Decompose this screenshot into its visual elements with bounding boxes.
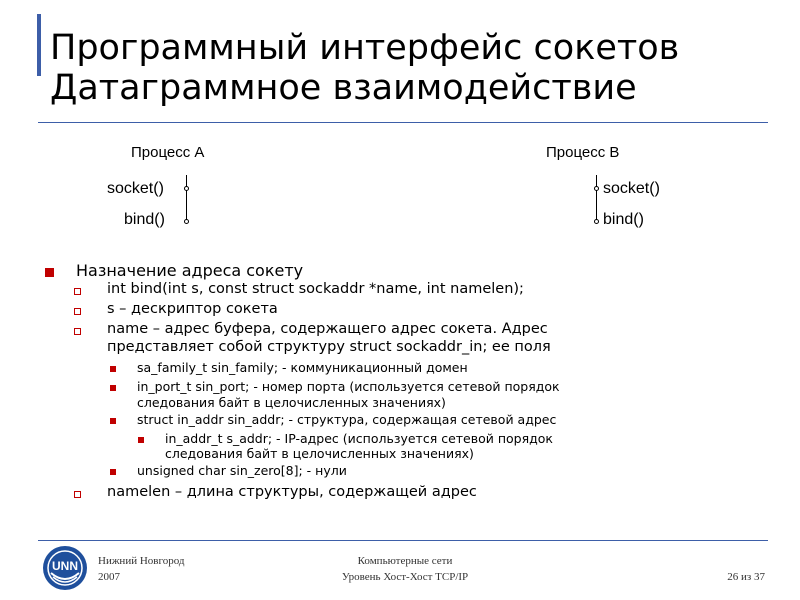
list-item: следования байт в целочисленных значениях) — [165, 446, 474, 461]
title-line-1: Программный интерфейс сокетов — [50, 28, 680, 68]
list-item: struct in_addr sin_addr; - структура, содержащая сетевой адрес — [137, 412, 557, 427]
footer-year: 2007 — [98, 571, 120, 583]
process-a-label: Процесс A — [131, 144, 205, 161]
list-item: namelen – длина структуры, содержащей адрес — [107, 484, 477, 500]
bullet-heading: Назначение адреса сокету — [76, 261, 304, 280]
hollow-square-bullet-icon — [74, 288, 81, 295]
process-a-timeline — [186, 175, 187, 223]
process-a-socket-call: socket() — [107, 180, 164, 197]
process-b-bind-dot — [594, 219, 599, 224]
footer-course: Компьютерные сети — [357, 555, 453, 567]
unn-university-logo-icon — [42, 545, 88, 591]
small-square-bullet-icon — [138, 437, 144, 443]
process-b-socket-dot — [594, 186, 599, 191]
list-item: in_port_t sin_port; - номер порта (используется сетевой порядок — [137, 379, 560, 394]
footer-center — [290, 553, 520, 585]
process-a-bind-call: bind() — [124, 211, 165, 228]
process-b-socket-call: socket() — [603, 180, 660, 197]
page-number: 26 из 37 — [727, 571, 765, 583]
footer-divider — [38, 540, 768, 541]
list-item: представляет собой структуру struct sockaddr_in; ее поля — [107, 339, 551, 355]
list-item: sa_family_t sin_family; - коммуникационный домен — [137, 360, 468, 375]
process-b-label: Процесс B — [546, 144, 620, 161]
small-square-bullet-icon — [110, 366, 116, 372]
process-b-bind-call: bind() — [603, 211, 644, 228]
title-accent-bar — [37, 14, 41, 76]
small-square-bullet-icon — [110, 385, 116, 391]
title-divider — [38, 122, 768, 123]
small-square-bullet-icon — [110, 418, 116, 424]
list-item: следования байт в целочисленных значениях) — [137, 395, 446, 410]
logo-text: UNN — [52, 559, 78, 573]
footer-topic: Уровень Хост-Хост TCP/IP — [341, 571, 469, 583]
list-item: name – адрес буфера, содержащего адрес сокета. Адрес — [107, 321, 548, 337]
small-square-bullet-icon — [110, 469, 116, 475]
hollow-square-bullet-icon — [74, 328, 81, 335]
list-item: int bind(int s, const struct sockaddr *name, int namelen); — [107, 281, 524, 297]
footer-left — [98, 553, 185, 585]
hollow-square-bullet-icon — [74, 491, 81, 498]
process-b-timeline — [596, 175, 597, 223]
list-item: in_addr_t s_addr; - IP-адрес (используется сетевой порядок — [165, 431, 553, 446]
footer-city: Нижний Новгород — [98, 555, 185, 567]
square-bullet-icon — [45, 268, 54, 277]
list-item: s – дескриптор сокета — [107, 301, 278, 317]
title-line-2: Датаграммное взаимодействие — [50, 68, 637, 108]
list-item: unsigned char sin_zero[8]; - нули — [137, 463, 347, 478]
process-a-bind-dot — [184, 219, 189, 224]
process-a-socket-dot — [184, 186, 189, 191]
hollow-square-bullet-icon — [74, 308, 81, 315]
slide-title — [50, 28, 780, 108]
